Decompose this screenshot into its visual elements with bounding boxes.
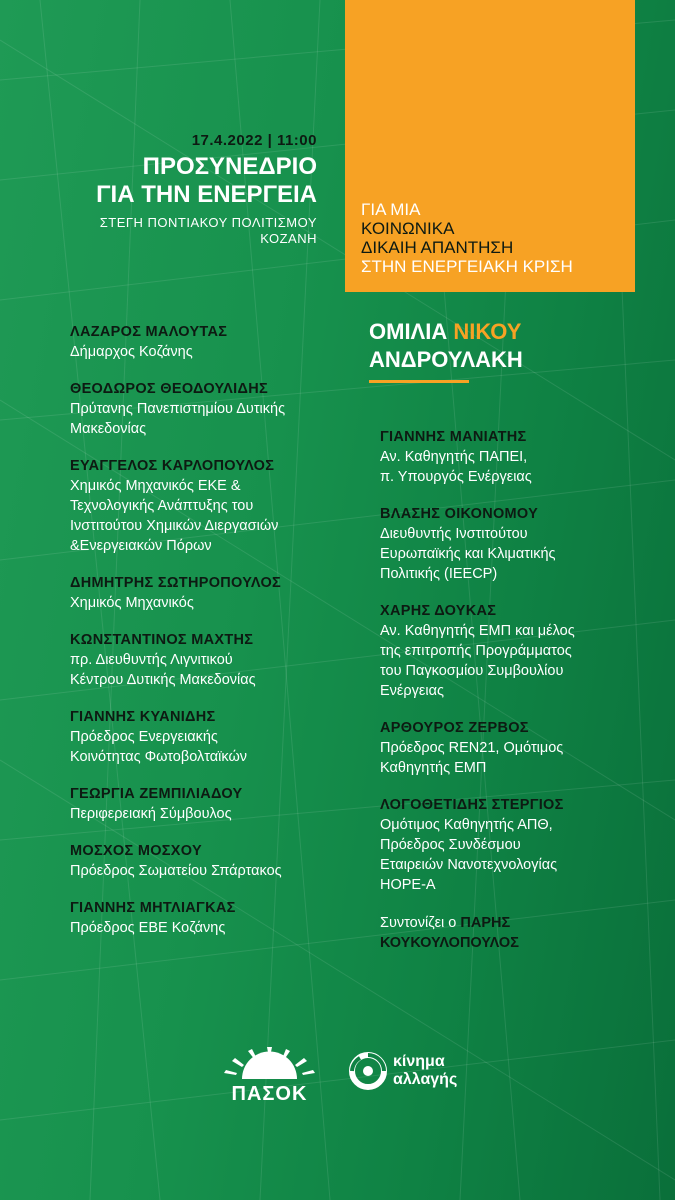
speaker-name: ΕΥΑΓΓΕΛΟΣ ΚΑΡΛΟΠΟΥΛΟΣ [70, 458, 275, 474]
speech-word-1: ΟΜΙΛΙΑ [369, 319, 448, 344]
speaker-role-line: Ομότιμος Καθηγητής ΑΠΘ, [380, 817, 553, 833]
speaker-item [380, 719, 640, 778]
speaker-role-line: Πρόεδρος ΕΒΕ Κοζάνης [70, 920, 226, 936]
speech-underline [369, 380, 469, 383]
speech-heading [369, 318, 523, 383]
speaker-item [70, 574, 350, 613]
sun-icon [222, 1045, 317, 1085]
left-speaker-list [70, 323, 350, 956]
event-venue [17, 215, 317, 247]
moderator [380, 913, 640, 953]
right-speaker-list [380, 428, 640, 953]
speaker-role-line: Πρόεδρος REN21, Ομότιμος [380, 740, 564, 756]
logos-row [0, 1045, 675, 1115]
speaker-item [70, 842, 350, 881]
speaker-item [70, 785, 350, 824]
speaker-role-line: π. Υπουργός Ενέργειας [380, 469, 532, 485]
speaker-item [380, 505, 640, 584]
speaker-name: ΓΙΑΝΝΗΣ ΜΗΤΛΙΑΓΚΑΣ [70, 900, 236, 916]
speaker-name: ΧΑΡΗΣ ΔΟΥΚΑΣ [380, 603, 497, 619]
pasok-logo-text: ΠΑΣΟΚ [231, 1083, 308, 1105]
speaker-name: ΒΛΑΣΗΣ ΟΙΚΟΝΟΜΟΥ [380, 506, 539, 522]
speaker-role-line: Περιφερειακή Σύμβουλος [70, 806, 232, 822]
speaker-name: ΛΑΖΑΡΟΣ ΜΑΛΟΥΤΑΣ [70, 324, 228, 340]
speaker-item [380, 602, 640, 701]
speaker-name: ΓΕΩΡΓΙΑ ΖΕΜΠΙΛΙΑΔΟΥ [70, 786, 243, 802]
speaker-role-line: HOPE-A [380, 877, 436, 893]
speaker-name: ΓΙΑΝΝΗΣ ΚΥΑΝΙΔΗΣ [70, 709, 216, 725]
tagline-line-4: ΣΤΗΝ ΕΝΕΡΓΕΙΑΚΗ ΚΡΙΣΗ [361, 257, 573, 276]
speaker-role-line: Ινστιτούτου Χημικών Διεργασιών [70, 518, 279, 534]
speaker-role-line: Εταιρειών Νανοτεχνολογίας [380, 857, 558, 873]
tagline-box [345, 0, 635, 292]
speaker-name: ΜΟΣΧΟΣ ΜΟΣΧΟΥ [70, 843, 202, 859]
speaker-item [380, 428, 640, 487]
moderator-line-1 [380, 913, 640, 933]
speaker-role-line: πρ. Διευθυντής Λιγνιτικού [70, 652, 233, 668]
speaker-name: ΑΡΘΟΥΡΟΣ ΖΕΡΒΟΣ [380, 720, 529, 736]
speaker-role-line: Μακεδονίας [70, 421, 147, 437]
speaker-role-line: Κοινότητας Φωτοβολταϊκών [70, 749, 248, 765]
kinima-logo-text [393, 1053, 457, 1089]
event-date: 17.4.2022 | 11:00 [191, 132, 317, 149]
speaker-role-line: Πολιτικής (IEECP) [380, 566, 498, 582]
speaker-role-line: Κέντρου Δυτικής Μακεδονίας [70, 672, 256, 688]
speaker-item [70, 323, 350, 362]
tagline-line-1: ΓΙΑ ΜΙΑ [361, 200, 421, 219]
speaker-role-line: Πρόεδρος Σωματείου Σπάρτακος [70, 863, 282, 879]
moderator-prefix: Συντονίζει ο [380, 915, 457, 931]
speaker-name: ΘΕΟΔΩΡΟΣ ΘΕΟΔΟΥΛΙΔΗΣ [70, 381, 268, 397]
kinima-swirl-icon [348, 1051, 388, 1091]
speaker-role-line: Αν. Καθηγητής ΕΜΠ και μέλος [380, 623, 575, 639]
kinima-logo-line-1: κίνημα [393, 1053, 445, 1070]
event-title [17, 153, 317, 209]
speaker-role-line: Χημικός Μηχανικός [70, 595, 194, 611]
moderator-first-name: ΠΑΡΗΣ [460, 915, 511, 931]
speaker-role-line: Τεχνολογικής Ανάπτυξης του [70, 498, 254, 514]
speaker-name: ΛΟΓΟΘΕΤΙΔΗΣ ΣΤΕΡΓΙΟΣ [380, 797, 564, 813]
speaker-role-line: Πρόεδρος Συνδέσμου [380, 837, 521, 853]
event-venue-line-1: ΣΤΕΓΗ ΠΟΝΤΙΑΚΟΥ ΠΟΛΙΤΙΣΜΟΥ [99, 215, 317, 230]
speaker-item [70, 457, 350, 556]
speaker-item [70, 380, 350, 439]
speaker-role-line: Χημικός Μηχανικός ΕΚΕ & [70, 478, 241, 494]
speech-word-3: ΑΝΔΡΟΥΛΑΚΗ [369, 347, 523, 372]
event-venue-line-2: ΚΟΖΑΝΗ [260, 231, 317, 246]
speaker-role-line: Αν. Καθηγητής ΠΑΠΕΙ, [380, 449, 528, 465]
speaker-name: ΓΙΑΝΝΗΣ ΜΑΝΙΑΤΗΣ [380, 429, 527, 445]
speaker-role-line: Δήμαρχος Κοζάνης [70, 344, 193, 360]
speaker-role-line: &Ενεργειακών Πόρων [70, 538, 212, 554]
speaker-name: ΔΗΜΗΤΡΗΣ ΣΩΤΗΡΟΠΟΥΛΟΣ [70, 575, 282, 591]
speaker-item [70, 899, 350, 938]
tagline-text [361, 200, 573, 276]
speaker-role-line: Ευρωπαϊκής και Κλιματικής [380, 546, 556, 562]
kinima-logo-line-2: αλλαγής [393, 1071, 458, 1088]
tagline-line-2: ΚΟΙΝΩΝΙΚΑ [361, 219, 455, 238]
event-header [17, 132, 317, 247]
moderator-last-name: ΚΟΥΚΟΥΛΟΠΟΥΛΟΣ [380, 935, 519, 951]
speaker-role-line: του Παγκοσμίου Συμβουλίου [380, 663, 564, 679]
tagline-line-3: ΔΙΚΑΙΗ ΑΠΑΝΤΗΣΗ [361, 238, 514, 257]
speaker-item [70, 631, 350, 690]
kinima-allagis-logo [348, 1051, 488, 1101]
speaker-name: ΚΩΝΣΤΑΝΤΙΝΟΣ ΜΑΧΤΗΣ [70, 632, 254, 648]
speaker-role-line: Πρύτανης Πανεπιστημίου Δυτικής [70, 401, 286, 417]
speaker-role-line: Ενέργειας [380, 683, 444, 699]
speaker-item [70, 708, 350, 767]
speaker-role-line: Καθηγητής ΕΜΠ [380, 760, 487, 776]
speech-word-2: ΝΙΚΟΥ [453, 319, 522, 344]
event-title-line-2: ΓΙΑ ΤΗΝ ΕΝΕΡΓΕΙΑ [96, 181, 317, 208]
speaker-role-line: της επιτροπής Προγράμματος [380, 643, 572, 659]
speaker-role-line: Πρόεδρος Ενεργειακής [70, 729, 218, 745]
event-title-line-1: ΠΡΟΣΥΝΕΔΡΙΟ [142, 153, 317, 180]
speaker-role-line: Διευθυντής Ινστιτούτου [380, 526, 528, 542]
pasok-logo [222, 1045, 317, 1107]
speaker-item [380, 796, 640, 895]
